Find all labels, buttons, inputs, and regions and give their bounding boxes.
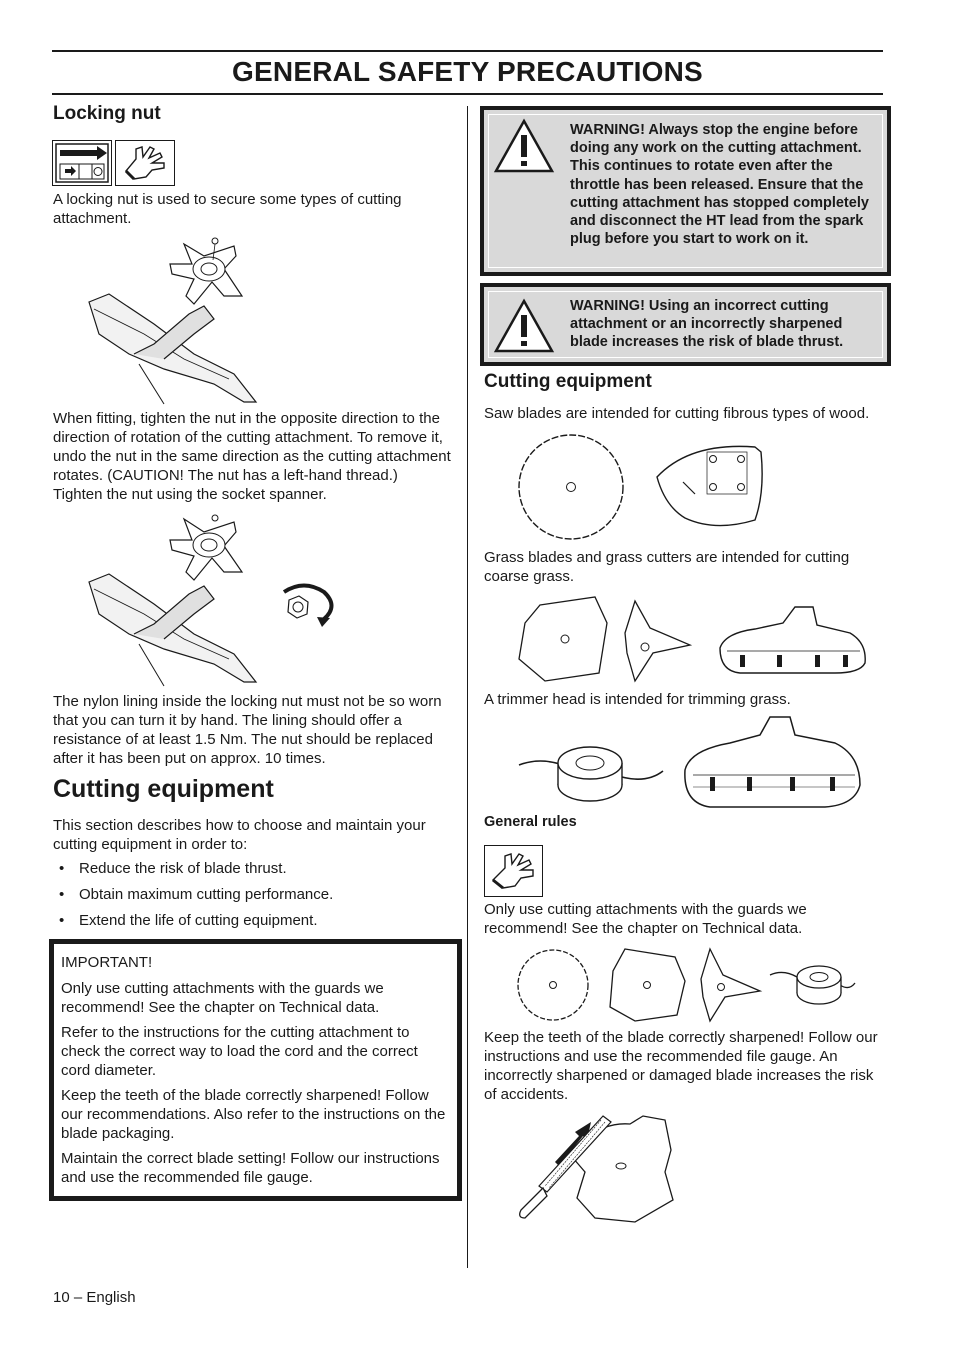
- nylon-lining-text: The nylon lining inside the locking nut must not be so worn that you can turn it by hand. The lining should offer a resistance of at least 1.5 Nm. The nut should be replaced after it has been put on approx. 10 times.: [53, 693, 442, 767]
- cutting-equipment-bullets: [53, 859, 451, 937]
- cutting-equipment-intro: This section describes how to choose and maintain your cutting equipment in order to:: [53, 817, 426, 853]
- header-bottom-rule: [52, 93, 883, 95]
- bullet-item: • Obtain maximum cutting performance.: [53, 885, 451, 904]
- header-top-rule: [52, 50, 883, 52]
- protective-glove-icon: [115, 140, 175, 186]
- trimmer-head-text: A trimmer head is intended for trimming grass.: [484, 691, 791, 708]
- protective-glove-icon: [484, 845, 543, 897]
- important-p2: Refer to the instructions for the cutting attachment to check the correct way to load the cord and the correct cord diameter.: [61, 1024, 418, 1079]
- guards-text: Only use cutting attachments with the guards we recommend! See the chapter on Technical data.: [484, 901, 807, 937]
- important-p3: Keep the teeth of the blade correctly sharpened! Follow our recommendations. Also refer to the instructions on the blade packaging.: [61, 1087, 446, 1142]
- warning-blade-thrust-text: WARNING! Using an incorrect cutting attachment or an incorrectly sharpened blade increases the risk of blade thrust.: [570, 298, 844, 351]
- trimmer-head-locking-nut-illustration: [84, 234, 284, 404]
- sharpen-blade-text: Keep the teeth of the blade correctly sharpened! Follow our instructions and use the recommended file gauge. An incorrectly sharpened or damaged blade increases the risk of accidents.: [484, 1029, 878, 1103]
- cutting-equipment-heading: Cutting equipment: [53, 775, 274, 803]
- column-separator: [467, 106, 468, 1268]
- warning-triangle-icon: [494, 299, 554, 353]
- page-footer: 10 – English: [53, 1289, 136, 1306]
- important-p4: Maintain the correct blade setting! Follow our instructions and use the recommended file gauge.: [61, 1150, 440, 1186]
- cutting-equipment-subheading: Cutting equipment: [484, 371, 652, 392]
- grass-blades-text: Grass blades and grass cutters are intended for cutting coarse grass.: [484, 549, 850, 585]
- locking-nut-fitting-text: When fitting, tighten the nut in the opposite direction to the direction of rotation of the cutting attachment. To remove it, undo the nut in the same direction as the cutting attachment rotates. (CAUTION! The nut has a left-hand thread.) Tighten the nut using the socket spanner.: [53, 410, 451, 503]
- locking-nut-heading: Locking nut: [53, 103, 161, 124]
- warning-box-blade-thrust: [480, 283, 891, 366]
- warning-box-stop-engine: [480, 106, 891, 276]
- warning-stop-engine-text: WARNING! Always stop the engine before doing any work on the cutting attachment. This continues to rotate even after the throttle has been released. Ensure that the cutting attachment has stopped completely and disconnect the HT lead from the spark plug before you start to work on it.: [570, 122, 869, 248]
- saw-blades-text: Saw blades are intended for cutting fibrous types of wood.: [484, 405, 870, 422]
- locking-nut-intro: A locking nut is used to secure some types of cutting attachment.: [53, 191, 402, 227]
- bullet-item: • Reduce the risk of blade thrust.: [53, 859, 451, 878]
- blade-sharpening-file-illustration: [515, 1110, 685, 1225]
- saw-blade-and-guard-illustration: [515, 432, 775, 542]
- important-box: [49, 939, 462, 1201]
- cutting-attachments-row-illustration: [515, 945, 855, 1025]
- trimmer-head-nut-removed-illustration: [84, 514, 354, 689]
- general-rules-heading: General rules: [484, 814, 577, 830]
- bullet-item: • Extend the life of cutting equipment.: [53, 911, 451, 930]
- grass-blades-and-guard-illustration: [515, 593, 875, 685]
- trimmer-head-and-guard-illustration: [515, 715, 875, 815]
- manual-reference-icon: [52, 140, 112, 186]
- page-title: GENERAL SAFETY PRECAUTIONS: [232, 56, 703, 87]
- important-p1: Only use cutting attachments with the guards we recommend! See the chapter on Technical data.: [61, 980, 384, 1016]
- important-label: IMPORTANT!: [61, 954, 153, 971]
- warning-triangle-icon: [494, 119, 554, 173]
